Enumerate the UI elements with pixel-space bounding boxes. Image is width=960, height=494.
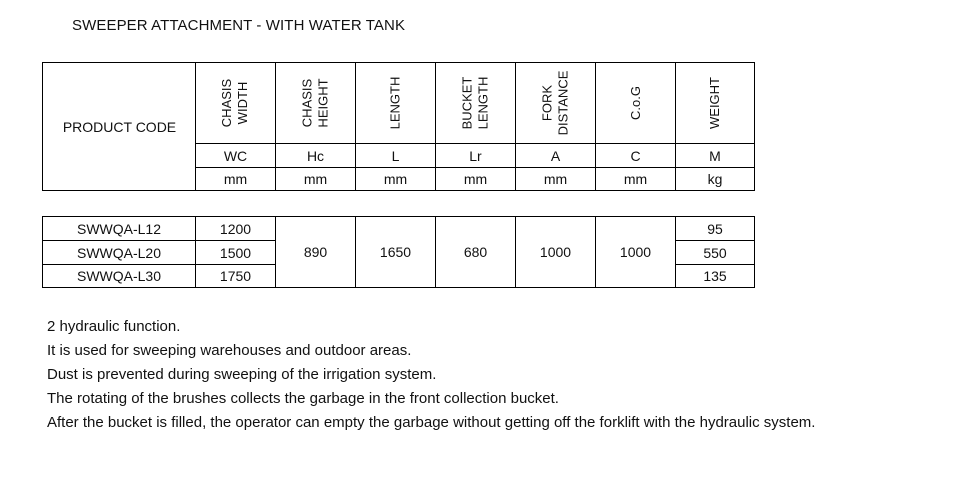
table-cell-weight: 135 bbox=[703, 268, 727, 284]
shared-length: 1650 bbox=[379, 244, 412, 260]
column-name-cog: C.o.G bbox=[627, 86, 643, 120]
shared-cog: 1000 bbox=[619, 244, 652, 260]
column-symbol: Hc bbox=[306, 147, 325, 164]
spec-data-table bbox=[42, 216, 755, 288]
column-unit: mm bbox=[543, 171, 568, 187]
column-unit: mm bbox=[623, 171, 648, 187]
column-unit: mm bbox=[303, 171, 328, 187]
column-name-length: LENGTH bbox=[387, 76, 403, 130]
table-row-code: SWWQA-L30 bbox=[76, 268, 161, 284]
table-row-code: SWWQA-L12 bbox=[76, 220, 161, 237]
column-unit: kg bbox=[707, 171, 723, 187]
shared-chasis-height: 890 bbox=[303, 244, 328, 260]
column-symbol: L bbox=[391, 147, 400, 164]
description-line: 2 hydraulic function. bbox=[47, 318, 181, 335]
column-symbol: M bbox=[709, 147, 721, 164]
product-code-header: PRODUCT CODE bbox=[62, 118, 177, 135]
column-name-bucket-length: BUCKET LENGTH bbox=[459, 76, 491, 130]
column-symbol: WC bbox=[223, 147, 248, 164]
table-cell-weight: 550 bbox=[703, 244, 727, 261]
description bbox=[47, 315, 815, 435]
column-symbol: A bbox=[550, 147, 561, 164]
column-symbol: C bbox=[630, 147, 641, 164]
table-cell-weight: 95 bbox=[707, 220, 723, 237]
description-line: Dust is prevented during sweeping of the irrigation system. bbox=[47, 366, 437, 383]
column-unit: mm bbox=[223, 171, 248, 187]
table-cell-width: 1500 bbox=[219, 244, 252, 261]
column-name-fork-distance: FORK DISTANCE bbox=[539, 70, 571, 136]
shared-fork-distance: 1000 bbox=[539, 244, 572, 260]
page-title: SWEEPER ATTACHMENT - WITH WATER TANK bbox=[72, 17, 406, 34]
description-line: It is used for sweeping warehouses and outdoor areas. bbox=[47, 342, 412, 359]
table-cell-width: 1200 bbox=[219, 220, 252, 237]
column-name-chasis-width: CHASIS WIDTH bbox=[219, 78, 251, 128]
column-name-chasis-height: CHASIS HEIGHT bbox=[299, 78, 331, 128]
table-cell-width: 1750 bbox=[219, 268, 252, 284]
column-name-weight: WEIGHT bbox=[707, 77, 722, 129]
spec-header-table bbox=[42, 62, 755, 191]
column-unit: mm bbox=[383, 171, 408, 187]
shared-bucket-length: 680 bbox=[463, 244, 488, 260]
column-unit: mm bbox=[463, 171, 488, 187]
table-row-code: SWWQA-L20 bbox=[76, 244, 161, 261]
description-line: The rotating of the brushes collects the garbage in the front collection bucket. bbox=[47, 390, 559, 407]
description-line: After the bucket is filled, the operator can empty the garbage without getting off the forklift with the hydraulic system. bbox=[47, 414, 816, 431]
column-symbol: Lr bbox=[469, 147, 482, 164]
